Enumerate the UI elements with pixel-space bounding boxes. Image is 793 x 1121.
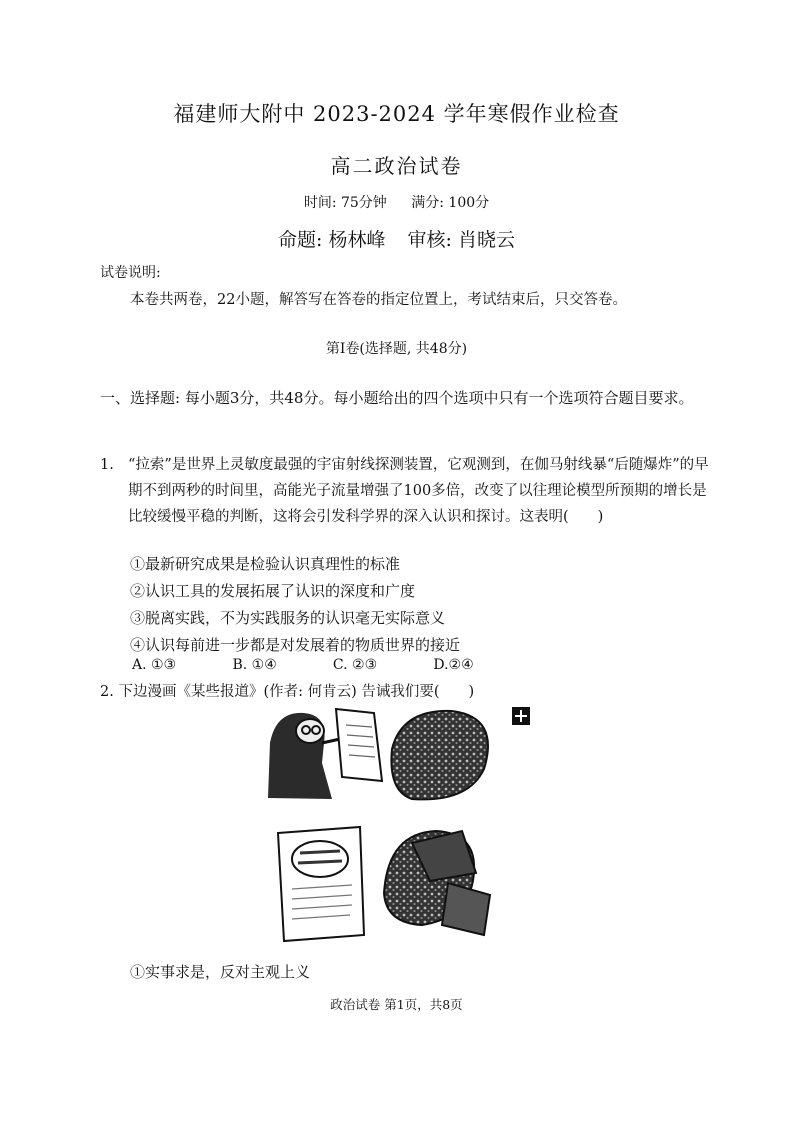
question-2-option-1: ①实事求是，反对主观上义 bbox=[130, 963, 311, 981]
question-1-stem: “拉索”是世界上灵敏度最强的宇宙射线探测装置，它观测到，在伽马射线暴“后随爆炸”的早期不到两秒的时间里，高能光子流量增强了100多倍，改变了以往理论模型所预期的增长是比较缓慢平稳的判断，这将会引发科学界的深入认识和探讨。这表明( ) bbox=[128, 457, 709, 525]
question-1-choices bbox=[132, 657, 529, 673]
paper-sheet bbox=[336, 709, 382, 781]
question-1 bbox=[100, 452, 710, 530]
exam-time: 时间: 75分钟 bbox=[303, 195, 387, 211]
choice-a: A. ①③ bbox=[132, 657, 177, 673]
choice-d: D.②④ bbox=[433, 657, 474, 673]
exam-score: 满分: 100分 bbox=[411, 195, 490, 211]
crowd-blob-top bbox=[391, 711, 488, 800]
part1-title: 第Ⅰ卷(选择题, 共48分) bbox=[325, 341, 468, 357]
choice-c: C. ②③ bbox=[332, 657, 378, 673]
question-1-option-1: ①最新研究成果是检验认识真理性的标准 bbox=[130, 555, 401, 573]
reporter-figure bbox=[268, 713, 340, 799]
exam-authors bbox=[0, 225, 793, 252]
choice-b: B. ①④ bbox=[232, 657, 277, 673]
question-1-option-3: ③脱离实践，不为实践服务的认识毫无实际意义 bbox=[130, 609, 446, 627]
instructions-heading: 试卷说明: bbox=[100, 265, 161, 281]
school-title: 福建师大附中 2023-2024 学年寒假作业检查 bbox=[173, 102, 620, 126]
exam-meta bbox=[0, 192, 793, 212]
question-1-number: 1. bbox=[100, 457, 114, 473]
cartoon-image bbox=[262, 703, 532, 948]
question-1-option-4: ④认识每前进一步都是对发展着的物质世界的接近 bbox=[130, 636, 461, 654]
question-1-option-2: ②认识工具的发展拓展了认识的深度和广度 bbox=[130, 582, 416, 600]
exam-title: 高二政治试卷 bbox=[330, 154, 463, 178]
exam-reviewer: 审核: 肖晓云 bbox=[407, 229, 515, 251]
section1-heading: 一、选择题: 每小题3分，共48分。每小题给出的四个选项中只有一个选项符合题目要求。 bbox=[100, 389, 694, 407]
page-footer: 政治试卷 第1页，共8页 bbox=[330, 997, 463, 1012]
question-2-stem: 2. 下边漫画《某些报道》(作者: 何肯云) 告诫我们要( ) bbox=[100, 684, 475, 700]
exam-author: 命题: 杨林峰 bbox=[278, 229, 386, 251]
instructions-text: 本卷共两卷，22小题，解答写在答卷的指定位置上，考试结束后，只交答卷。 bbox=[130, 292, 627, 308]
